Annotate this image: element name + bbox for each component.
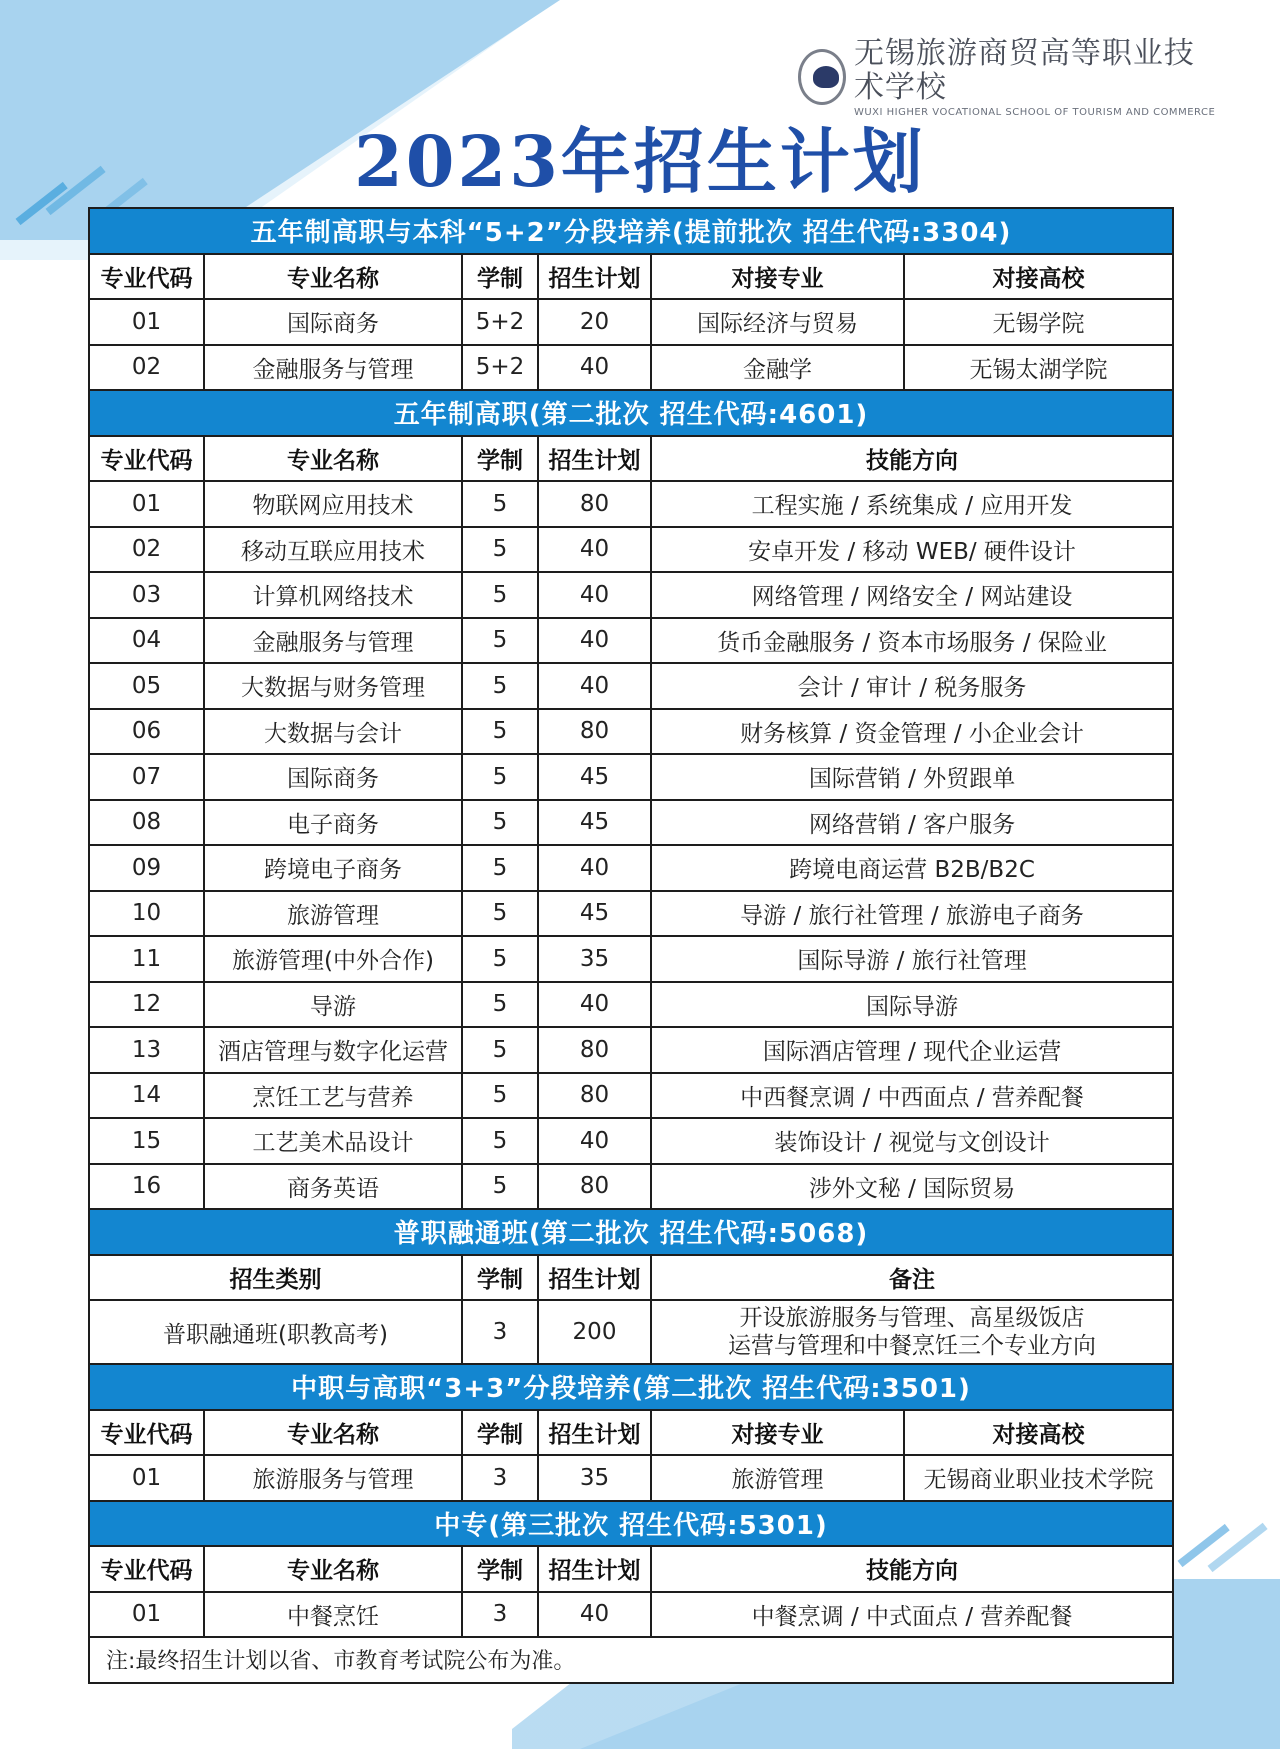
table-cell: 04: [89, 618, 204, 664]
table-cell: 国际商务: [204, 754, 462, 800]
table-cell: 网络营销 / 客户服务: [651, 800, 1173, 846]
table-cell: 中餐烹调 / 中式面点 / 营养配餐: [651, 1592, 1173, 1638]
table-cell: 大数据与会计: [204, 709, 462, 755]
table-cell: 货币金融服务 / 资本市场服务 / 保险业: [651, 618, 1173, 664]
table-cell: 40: [538, 527, 651, 573]
table-cell: 5: [462, 800, 538, 846]
table-cell: 11: [89, 936, 204, 982]
column-header: 技能方向: [651, 436, 1173, 482]
table-cell: 5: [462, 618, 538, 664]
table-row: [89, 299, 1173, 345]
table-cell: 03: [89, 572, 204, 618]
table-row: [89, 709, 1173, 755]
table-cell: 45: [538, 800, 651, 846]
table-cell: 02: [89, 345, 204, 391]
table-cell: 40: [538, 1592, 651, 1638]
table-cell: 金融学: [651, 345, 904, 391]
table-cell: 15: [89, 1118, 204, 1164]
column-header: 专业名称: [204, 436, 462, 482]
table-cell: 烹饪工艺与营养: [204, 1073, 462, 1119]
section-title: 五年制高职与本科“5+2”分段培养(提前批次 招生代码:3304): [89, 208, 1173, 254]
column-header: 专业代码: [89, 1546, 204, 1592]
table-cell: 国际酒店管理 / 现代企业运营: [651, 1027, 1173, 1073]
school-seal-icon: [798, 49, 846, 105]
column-header: 专业名称: [204, 254, 462, 300]
column-header: 学制: [462, 1255, 538, 1301]
table-cell: 01: [89, 481, 204, 527]
table-cell: 5: [462, 572, 538, 618]
section-title: 中职与高职“3+3”分段培养(第二批次 招生代码:3501): [89, 1364, 1173, 1410]
table-cell: 08: [89, 800, 204, 846]
column-header: 学制: [462, 254, 538, 300]
table-cell: 中餐烹饪: [204, 1592, 462, 1638]
table-cell: 16: [89, 1164, 204, 1210]
table-cell: 5: [462, 754, 538, 800]
table-cell: 国际导游: [651, 982, 1173, 1028]
table-cell: 金融服务与管理: [204, 618, 462, 664]
table-row: [89, 663, 1173, 709]
column-header-row: [89, 1546, 1173, 1592]
table-cell: 会计 / 审计 / 税务服务: [651, 663, 1173, 709]
table-cell: 5: [462, 663, 538, 709]
table-cell: 80: [538, 1027, 651, 1073]
school-name-english: WUXI HIGHER VOCATIONAL SCHOOL OF TOURISM AND COMMERCE: [853, 106, 1216, 118]
table-cell: 80: [538, 1164, 651, 1210]
table-cell: 无锡学院: [904, 299, 1173, 345]
table-cell: 物联网应用技术: [204, 481, 462, 527]
table-cell: 无锡商业职业技术学院: [904, 1455, 1173, 1501]
column-header: 专业代码: [89, 1410, 204, 1456]
table-row: [89, 1455, 1173, 1501]
table-cell: 20: [538, 299, 651, 345]
table-cell: 电子商务: [204, 800, 462, 846]
table-cell: 网络管理 / 网络安全 / 网站建设: [651, 572, 1173, 618]
column-header: 招生计划: [538, 1410, 651, 1456]
table-cell: 5: [462, 936, 538, 982]
column-header: 专业代码: [89, 436, 204, 482]
table-cell: 大数据与财务管理: [204, 663, 462, 709]
table-row: [89, 345, 1173, 391]
table-cell: 无锡太湖学院: [904, 345, 1173, 391]
table-row: [89, 754, 1173, 800]
column-header-row: [89, 1410, 1173, 1456]
table-cell: 3: [462, 1592, 538, 1638]
table-cell: 80: [538, 1073, 651, 1119]
table-cell: 40: [538, 618, 651, 664]
table-cell: 5: [462, 1027, 538, 1073]
table-cell: 国际经济与贸易: [651, 299, 904, 345]
table-cell: 5: [462, 1073, 538, 1119]
table-cell: 旅游管理: [204, 891, 462, 937]
table-row: [89, 845, 1173, 891]
table-row: [89, 1027, 1173, 1073]
table-cell: 35: [538, 936, 651, 982]
table-cell: 13: [89, 1027, 204, 1073]
school-name-block: [854, 37, 1218, 118]
section-title: 中专(第三批次 招生代码:5301): [89, 1501, 1173, 1547]
column-header: 对接高校: [904, 254, 1173, 300]
column-header: 招生计划: [538, 254, 651, 300]
table-cell: 3: [462, 1300, 538, 1364]
table-cell: 国际营销 / 外贸跟单: [651, 754, 1173, 800]
footnote-row: [89, 1637, 1173, 1683]
column-header: 学制: [462, 436, 538, 482]
table-cell: 中西餐烹调 / 中西面点 / 营养配餐: [651, 1073, 1173, 1119]
table-cell: 酒店管理与数字化运营: [204, 1027, 462, 1073]
footnote: 注:最终招生计划以省、市教育考试院公布为准。: [89, 1637, 1173, 1683]
table-cell: 02: [89, 527, 204, 573]
table-row: [89, 1164, 1173, 1210]
table-cell: 5: [462, 1118, 538, 1164]
table-cell: 装饰设计 / 视觉与文创设计: [651, 1118, 1173, 1164]
table-cell: 旅游服务与管理: [204, 1455, 462, 1501]
table-row: [89, 891, 1173, 937]
column-header: 专业名称: [204, 1410, 462, 1456]
section-header: [89, 390, 1173, 436]
column-header-row: [89, 436, 1173, 482]
table-cell-note: [651, 1300, 1173, 1364]
table-cell: 40: [538, 345, 651, 391]
table-row: [89, 481, 1173, 527]
school-name: 无锡旅游商贸高等职业技术学校: [853, 35, 1195, 105]
table-cell: 40: [538, 982, 651, 1028]
column-header: 招生类别: [89, 1255, 462, 1301]
table-cell: 5+2: [462, 299, 538, 345]
table-cell: 普职融通班(职教高考): [89, 1300, 462, 1364]
table-cell: 5: [462, 982, 538, 1028]
table-row: [89, 527, 1173, 573]
table-cell: 国际商务: [204, 299, 462, 345]
section-2-rows: [89, 481, 1173, 1209]
table-cell: 35: [538, 1455, 651, 1501]
column-header: 专业名称: [204, 1546, 462, 1592]
table-cell: 商务英语: [204, 1164, 462, 1210]
table-row: [89, 1118, 1173, 1164]
table-cell: 09: [89, 845, 204, 891]
column-header-row: [89, 1255, 1173, 1301]
column-header: 技能方向: [651, 1546, 1173, 1592]
table-cell: 07: [89, 754, 204, 800]
section-header: [89, 1364, 1173, 1410]
table-cell: 5: [462, 709, 538, 755]
table-cell: 跨境电商运营 B2B/B2C: [651, 845, 1173, 891]
column-header: 招生计划: [538, 1255, 651, 1301]
table-cell: 01: [89, 1455, 204, 1501]
table-cell: 财务核算 / 资金管理 / 小企业会计: [651, 709, 1173, 755]
table-row: [89, 1592, 1173, 1638]
column-header-row: [89, 254, 1173, 300]
table-cell: 工艺美术品设计: [204, 1118, 462, 1164]
table-cell: 旅游管理(中外合作): [204, 936, 462, 982]
table-row: [89, 800, 1173, 846]
section-title: 五年制高职(第二批次 招生代码:4601): [89, 390, 1173, 436]
table-cell: 涉外文秘 / 国际贸易: [651, 1164, 1173, 1210]
column-header: 对接专业: [651, 254, 904, 300]
column-header: 对接高校: [904, 1410, 1173, 1456]
column-header: 专业代码: [89, 254, 204, 300]
table-cell: 5: [462, 481, 538, 527]
background-shape-bottom: [0, 1679, 1280, 1749]
table-cell: 12: [89, 982, 204, 1028]
column-header: 招生计划: [538, 1546, 651, 1592]
table-cell: 计算机网络技术: [204, 572, 462, 618]
table-cell: 工程实施 / 系统集成 / 应用开发: [651, 481, 1173, 527]
note-line: 运营与管理和中餐烹饪三个专业方向: [728, 1333, 1097, 1359]
table-cell: 5: [462, 891, 538, 937]
table-cell: 导游 / 旅行社管理 / 旅游电子商务: [651, 891, 1173, 937]
table-cell: 40: [538, 663, 651, 709]
page-title: 2023年招生计划: [354, 120, 926, 203]
section-header: [89, 1501, 1173, 1547]
school-logo: [798, 35, 1218, 118]
section-header: [89, 1209, 1173, 1255]
table-row: [89, 1300, 1173, 1364]
table-row: [89, 936, 1173, 982]
table-cell: 移动互联应用技术: [204, 527, 462, 573]
column-header: 学制: [462, 1546, 538, 1592]
column-header: 招生计划: [538, 436, 651, 482]
table-cell: 导游: [204, 982, 462, 1028]
table-cell: 80: [538, 481, 651, 527]
table-cell: 安卓开发 / 移动 WEB/ 硬件设计: [651, 527, 1173, 573]
table-cell: 45: [538, 754, 651, 800]
table-cell: 5: [462, 1164, 538, 1210]
table-cell: 10: [89, 891, 204, 937]
table-cell: 5: [462, 527, 538, 573]
section-title: 普职融通班(第二批次 招生代码:5068): [89, 1209, 1173, 1255]
table-row: [89, 572, 1173, 618]
enrollment-plan-table: [88, 207, 1174, 1684]
table-cell: 80: [538, 709, 651, 755]
table-cell: 40: [538, 845, 651, 891]
table-row: [89, 1073, 1173, 1119]
table-row: [89, 982, 1173, 1028]
table-row: [89, 618, 1173, 664]
column-header: 学制: [462, 1410, 538, 1456]
table-cell: 05: [89, 663, 204, 709]
table-cell: 5+2: [462, 345, 538, 391]
table-cell: 5: [462, 845, 538, 891]
table-cell: 3: [462, 1455, 538, 1501]
section-header: [89, 208, 1173, 254]
table-cell: 旅游管理: [651, 1455, 904, 1501]
table-cell: 14: [89, 1073, 204, 1119]
table-cell: 45: [538, 891, 651, 937]
table-cell: 40: [538, 572, 651, 618]
column-header: 备注: [651, 1255, 1173, 1301]
table-cell: 40: [538, 1118, 651, 1164]
table-cell: 06: [89, 709, 204, 755]
note-line: 开设旅游服务与管理、高星级饭店: [739, 1305, 1085, 1331]
table-cell: 金融服务与管理: [204, 345, 462, 391]
table-cell: 01: [89, 299, 204, 345]
table-cell: 跨境电子商务: [204, 845, 462, 891]
column-header: 对接专业: [651, 1410, 904, 1456]
table-cell: 国际导游 / 旅行社管理: [651, 936, 1173, 982]
table-cell: 01: [89, 1592, 204, 1638]
table-cell: 200: [538, 1300, 651, 1364]
